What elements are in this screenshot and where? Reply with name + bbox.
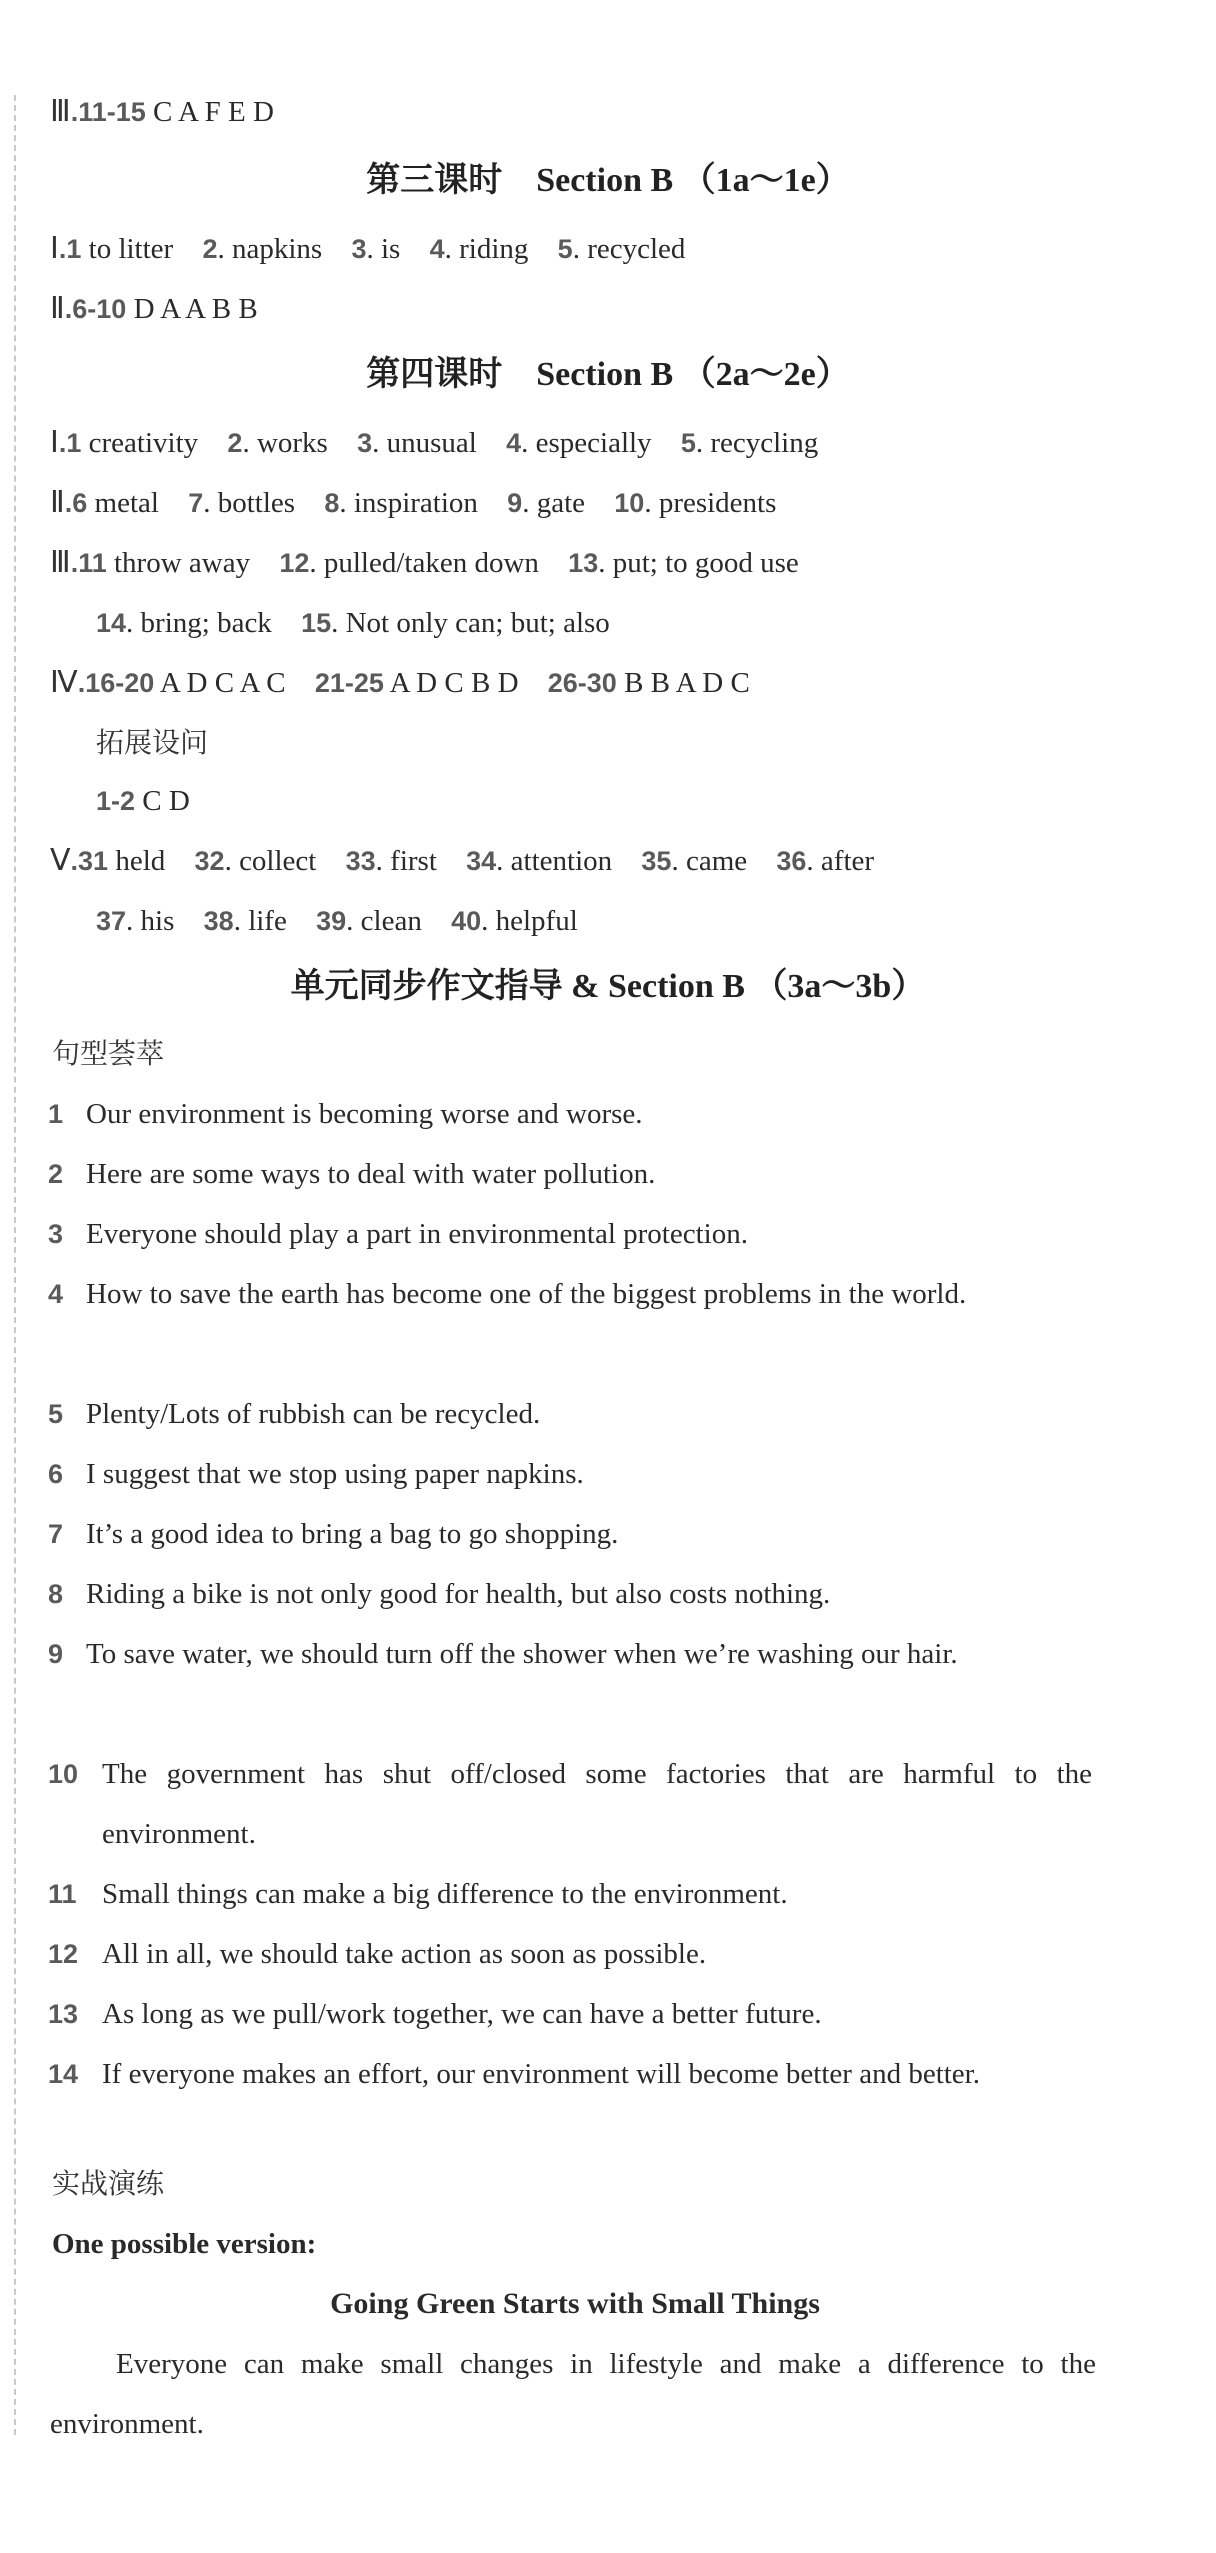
lesson4-part5-row-cont: 37. his 38. life 39. clean 40. helpful [96, 905, 578, 937]
answer-row-iii-11-15: Ⅲ.11-15 C A F E D [50, 95, 274, 128]
sentence-item: 7 It’s a good idea to bring a bag to go shopping. [48, 1518, 619, 1550]
writing-heading: 单元同步作文指导 & Section B （3a～3b） [290, 966, 926, 1006]
lesson4-part4-row: Ⅳ.16-20 A D C A C 21-25 A D C B D 26-30 B B A D C [50, 666, 750, 699]
extension-label: 拓展设问 [96, 726, 209, 759]
lesson4-part1-row: Ⅰ.1 creativity 2. works 3. unusual 4. especially 5. recycling [50, 426, 819, 459]
extension-row: 1-2 C D [96, 785, 190, 817]
essay-title: Going Green Starts with Small Things [330, 2287, 820, 2320]
sentence-patterns-label: 句型荟萃 [52, 1037, 165, 1070]
lesson4-part2-row: Ⅱ.6 metal 7. bottles 8. inspiration 9. gate 10. presidents [50, 486, 777, 519]
sentence-item: 14 If everyone makes an effort, our environment will become better and better. [48, 2058, 980, 2090]
version-label: One possible version: [52, 2228, 317, 2260]
sentence-item: 8 Riding a bike is not only good for health, but also costs nothing. [48, 1578, 831, 1610]
sentence-item: 4 How to save the earth has become one of the biggest problems in the world. [48, 1278, 967, 1310]
lesson3-heading: 第三课时 Section B （1a～1e） [366, 160, 850, 200]
sentence-item: 11 Small things can make a big difference to the environment. [48, 1878, 788, 1910]
lesson3-part2-row: Ⅱ.6-10 D A A B B [50, 292, 258, 325]
practice-label: 实战演练 [52, 2167, 165, 2200]
lesson4-part3-row: Ⅲ.11 throw away 12. pulled/taken down 13. put; to good use [50, 546, 799, 579]
lesson4-part5-row: Ⅴ.31 held 32. collect 33. first 34. attention 35. came 36. after [50, 844, 875, 877]
sentence-item: 9 To save water, we should turn off the shower when we’re washing our hair. [48, 1638, 958, 1670]
lesson3-part1-row: Ⅰ.1 to litter 2. napkins 3. is 4. riding 5. recycled [50, 232, 686, 265]
sentence-item: 6 I suggest that we stop using paper napkins. [48, 1458, 584, 1490]
sentence-item: 5 Plenty/Lots of rubbish can be recycled. [48, 1398, 541, 1430]
margin-dashed-line [14, 95, 16, 2435]
sentence-item: 12 All in all, we should take action as soon as possible. [48, 1938, 707, 1970]
sentence-item: 1 Our environment is becoming worse and worse. [48, 1098, 643, 1130]
sentence-item: 10 The government has shut off/closed some factories that are harmful to the environment. [48, 1758, 1092, 1850]
sentence-item: 3 Everyone should play a part in environmental protection. [48, 1218, 748, 1250]
essay-paragraph: Everyone can make small changes in lifestyle and make a difference to the environment. [50, 2348, 1096, 2440]
sentence-item: 2 Here are some ways to deal with water pollution. [48, 1158, 656, 1190]
sentence-item: 13 As long as we pull/work together, we can have a better future. [48, 1998, 822, 2030]
lesson4-part3-row-cont: 14. bring; back 15. Not only can; but; also [96, 607, 610, 639]
lesson4-heading: 第四课时 Section B （2a～2e） [366, 354, 850, 394]
